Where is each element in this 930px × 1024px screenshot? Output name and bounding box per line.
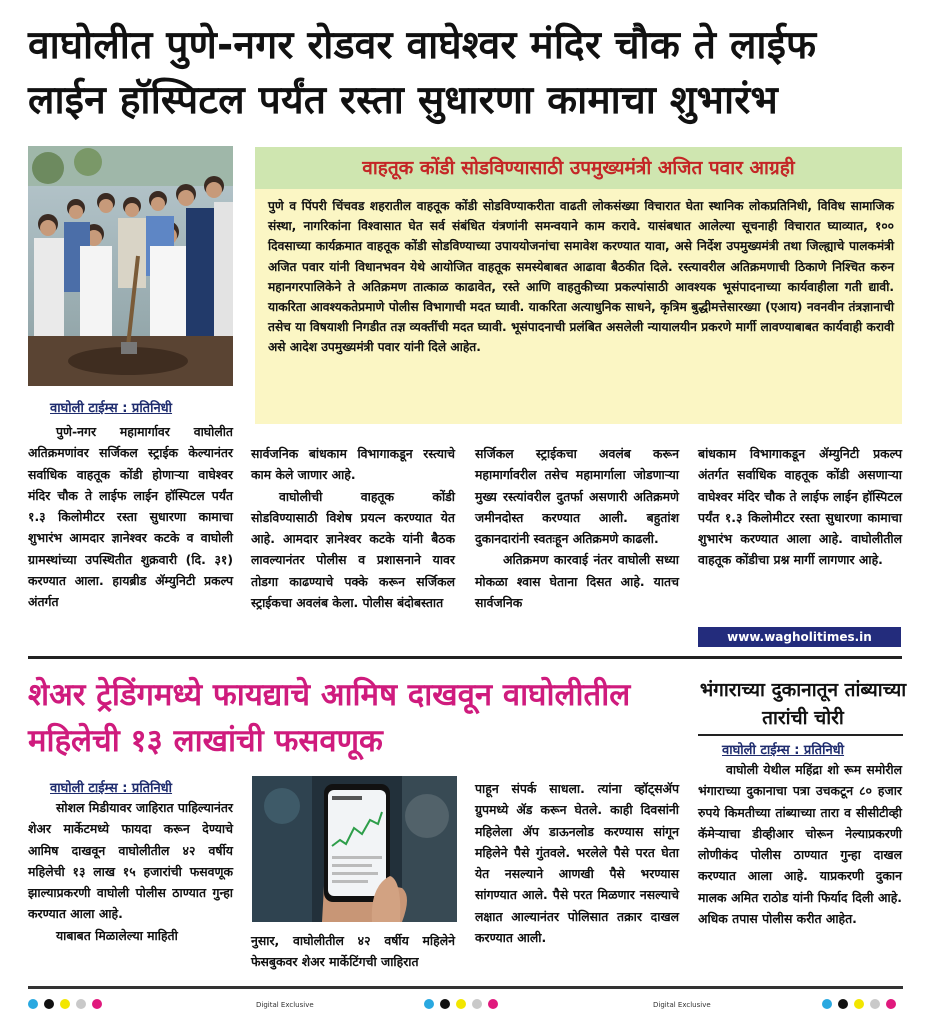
black-dot	[440, 999, 450, 1009]
footer-label-2: Digital Exclusive	[653, 1001, 711, 1009]
grey-dot	[870, 999, 880, 1009]
story1-col2-para1: सार्वजनिक बांधकाम विभागाकडून रस्त्याचे काम केले जाणार आहे.	[251, 446, 455, 483]
story3-headline: भंगाराच्या दुकानातून तांब्याच्या तारांची चोरी	[699, 679, 907, 729]
story2-column-1	[28, 797, 233, 946]
story1-column-4	[698, 443, 902, 571]
story1-col2-para2: वाघोलीची वाहतूक कोंडी सोडविण्यासाठी विशेष प्रयत्न करण्यात येत आहे. आमदार ज्ञानेश्वर कटके यांनी बैठक लावल्यानंतर पोलीस व प्रशासनाने यावर तोडगा काढण्याचे पक्के करून सर्जिकल स्ट्राईकचा अवलंब केला. पोलीस बंदोबस्तात	[251, 488, 455, 611]
footer-rule	[28, 986, 903, 989]
cyan-dot	[822, 999, 832, 1009]
black-dot	[44, 999, 54, 1009]
story1-column-1	[28, 421, 233, 613]
color-dots-right	[822, 999, 902, 1011]
yellow-dot	[456, 999, 466, 1009]
color-dots-left	[28, 999, 108, 1011]
magenta-dot	[92, 999, 102, 1009]
grey-dot	[472, 999, 482, 1009]
story1-column-2	[251, 443, 455, 613]
cyan-dot	[28, 999, 38, 1009]
magenta-dot	[886, 999, 896, 1009]
story3-body: वाघोली येथील महिंद्रा शो रूम समोरील भंगाराच्या दुकानाचा पत्रा उचकटून ८० हजार रुपये किमतीच्या तांब्याच्या तारा व सीसीटीव्ही कॅमेऱ्याचा डीव्हीआर चोरून नेल्याप्रकरणी लोणीकंद पोलीस ठाण्यात गुन्हा दाखल करण्यात आला आहे. याप्रकरणी दुकान मालक अमित राठोड यांनी फिर्याद दिली आहे. अधिक तपास पोलीस करीत आहेत.	[698, 762, 902, 927]
story2-column-2	[251, 930, 455, 973]
footer-label-1: Digital Exclusive	[256, 1001, 314, 1009]
story3-head-rule	[698, 734, 903, 736]
color-dots-center	[424, 999, 504, 1011]
section-divider	[28, 656, 902, 659]
subhead: वाहतूक कोंडी सोडविण्यासाठी उपमुख्यमंत्री अजित पवार आग्रही	[362, 157, 795, 179]
story1-col3-para2: अतिक्रमण कारवाई नंतर वाघोली सध्या मोकळा श्वास घेताना दिसत आहे. यातच सार्वजनिक	[475, 552, 679, 611]
grey-dot	[76, 999, 86, 1009]
story1-col3-para1: सर्जिकल स्ट्राईकचा अवलंब करून महामार्गावरील तसेच महामार्गाला जोडणाऱ्या मुख्य रस्त्यांवरील दुतर्फा असणारी अतिक्रमणे जमीनदोस्त करण्यात आली. बहुतांश दुकानदारांनी स्वतःहून अतिक्रमणे काढली.	[475, 446, 679, 547]
cyan-dot	[424, 999, 434, 1009]
story2-col2-text: नुसार, वाघोलीतील ४२ वर्षीय महिलेने फेसबुकवर शेअर मार्केटिंगची जाहिरात	[251, 933, 455, 970]
story2-column-3	[475, 778, 679, 948]
story1-column-3	[475, 443, 679, 613]
box-body: पुणे व पिंपरी चिंचवड शहरातील वाहतूक कोंडी सोडविण्याकरीता वाढती लोकसंख्या विचारात घेता स्थानिक लोकप्रतिनिधी, विविध सामाजिक संस्था, नागरिकांना विश्वासात घेत सर्व संबंधित यंत्रणांनी समन्वयाने काम करावे. यासंबधात आलेल्या सूचनाही विचारात घ्याव्यात, १०० दिवसाच्या कार्यक्रमात वाहतूक कोंडी सोडविण्याच्या उपाययोजनांचा समावेश करण्यात यावा, असे निर्देश उपमुख्यमंत्री तथा जिल्ह्याचे पालकमंत्री अजित पवार यांनी विधानभवन येथे आयोजित वाहतूक समस्येबाबत आढावा बैठकीत दिले. रस्त्यावरील अतिक्रमणाची ठिकाणे निश्चित करुन महानगरपालिकेने ते अतिक्रमण तात्काळ काढावेत, रस्ते आणि वाहतुकीच्या प्रकल्पांसाठी आवश्यक भूसंपादनाच्या कार्यवाहीला गती द्यावी. याकरिता आवश्यकतेप्रमाणे पोलीस विभागाची मदत घ्यावी. याकरिता अत्याधुनिक साधने, कृत्रिम बुद्धीमत्तेसारख्या (एआय) नवनवीन तंत्रज्ञानाची तसेच या विषयाशी निगडीत तज्ञ व्यक्तींची मदत घ्यावी. भूसंपादनाची प्रलंबित असलेली न्यायालयीन प्रकरणे मार्गी लावण्याबाबत कार्यवाही करावी असे आदेश उपमुख्यमंत्री पवार यांनी दिले आहेत.	[268, 199, 894, 355]
yellow-dot	[60, 999, 70, 1009]
story2-headline: शेअर ट्रेडिंगमध्ये फायद्याचे आमिष दाखवून वाघोलीतील महिलेची १३ लाखांची फसवणूक	[28, 677, 631, 759]
black-dot	[838, 999, 848, 1009]
story3-column	[698, 759, 902, 929]
magenta-dot	[488, 999, 498, 1009]
story2-col3-text: पाहून संपर्क साधला. त्यांना व्हॉट्सॲप ग्रुपमध्ये ॲड करून घेतले. काही दिवसांनी महिलेला ॲप डाऊनलोड करण्यास सांगून महिलेने पैसे गुंतवले. भरलेले पैसे परत घेता येत नसल्याने आणखी पैसे भरण्यास सांगण्यात आले. पैसे परत मिळणार नसल्याचे लक्षात आल्यानंतर पोलिसात तक्रार दाखल करण्यात आली.	[475, 781, 679, 946]
byline-story1: वाघोली टाईम्स : प्रतिनिधी	[50, 401, 173, 416]
story1-col4-text: बांधकाम विभागाकडून ॲम्युनिटी प्रकल्प अंतर्गत सर्वाधिक वाहतूक कोंडी असणाऱ्या वाघेश्वर मंदिर चौक ते लाईफ लाईन हॉस्पिटल पर्यंत १.३ किलोमीटर रस्ता सुधारणा कामाचा शुभारंभ करण्यात आला आहे. वाघोलीतील वाहतूक कोंडीचा प्रश्न मार्गी लागणार आहे.	[698, 446, 902, 568]
story2-col1-para2: याबाबत मिळालेल्या माहिती	[56, 927, 178, 943]
ceremony-photo	[28, 146, 233, 386]
trading-phone-photo	[252, 776, 457, 922]
story2-col1-para1: सोशल मिडीयावर जाहिरात पाहिल्यानंतर शेअर मार्केटमध्ये फायदा करून देण्याचे आमिष दाखवून वाघोलीतील ४२ वर्षीय महिलेची १३ लाख १५ हजारांची फसवणूक झाल्याप्रकरणी वाघोली पोलीस ठाण्यात गुन्हा करण्यात आला आहे.	[28, 800, 233, 922]
byline-story2: वाघोली टाईम्स : प्रतिनिधी	[50, 781, 173, 796]
website-banner[interactable]: www.wagholitimes.in	[698, 627, 901, 647]
byline-story3: वाघोली टाईम्स : प्रतिनिधी	[722, 743, 845, 758]
main-headline: वाघोलीत पुणे-नगर रोडवर वाघेश्वर मंदिर चौक ते लाईफ लाईन हॉस्पिटल पर्यंत रस्ता सुधारणा कामाचा शुभारंभ	[28, 23, 817, 123]
story1-col1-text: पुणे-नगर महामार्गावर वाघोलीत अतिक्रमणांवर सर्जिकल स्ट्राईक केल्यानंतर सर्वाधिक वाहतूक कोंडी होणाऱ्या वाघेश्वर मंदिर चौक ते लाईफ लाईन हॉस्पिटल पर्यंत १.३ किलोमीटर रस्ता सुधारणा कामाचा शुभारंभ आमदार ज्ञानेश्वर कटके व वाघोली ग्रामस्थांच्या उपस्थितीत शुक्रवारी (दि. ३१) करण्यात आला. हायब्रीड ॲम्युनिटी प्रकल्प अंतर्गत	[28, 424, 233, 610]
yellow-dot	[854, 999, 864, 1009]
